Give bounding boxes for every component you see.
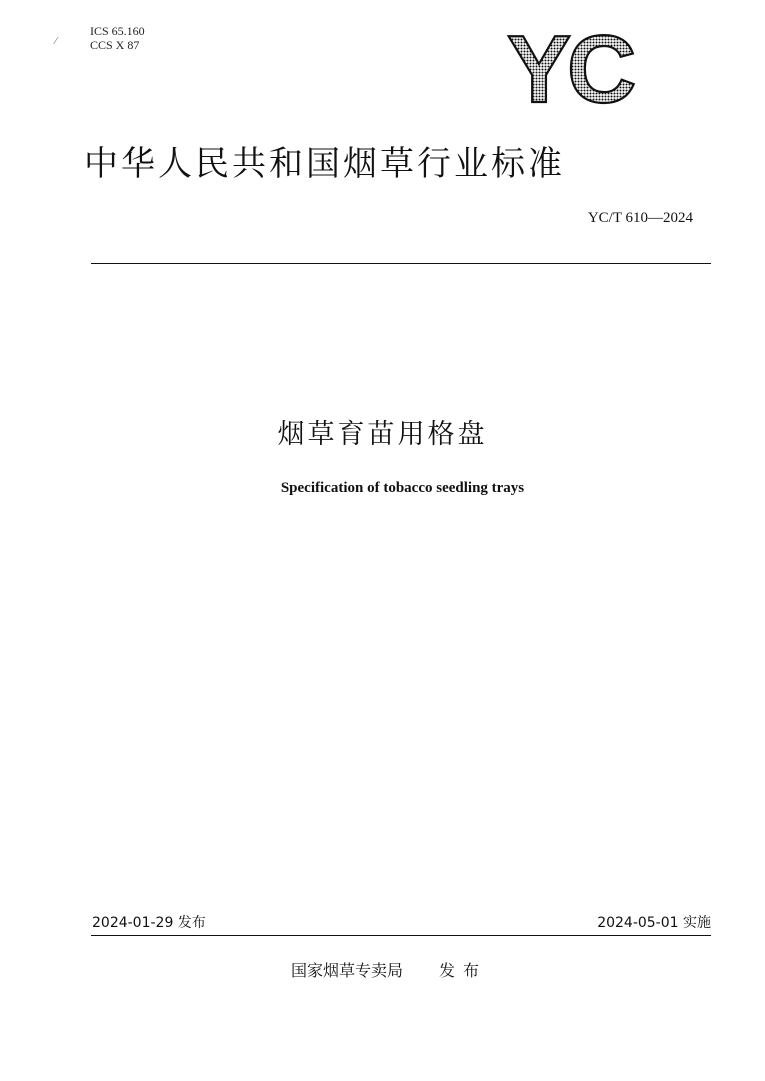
top-divider: [91, 263, 711, 264]
standard-category-title: 中华人民共和国烟草行业标准: [84, 144, 565, 184]
yc-logo: [505, 26, 655, 108]
document-title-cn: 烟草育苗用格盘: [277, 419, 488, 450]
classification-codes: [90, 24, 145, 52]
publisher-name: 国家烟草专卖局: [291, 961, 404, 980]
bottom-divider: [91, 935, 711, 936]
logo-text: YC: [507, 26, 633, 108]
publisher-line: [291, 958, 487, 981]
standard-number: YC/T 610—2024: [587, 210, 693, 226]
implementation-date: 2024-05-01 实施: [597, 915, 711, 931]
document-title-en: Specification of tobacco seedling trays: [280, 480, 525, 496]
publisher-action: 发布: [439, 961, 488, 980]
stray-mark: ⁄: [55, 36, 57, 47]
ccs-code: CCS X 87: [90, 38, 140, 52]
ics-code: ICS 65.160: [90, 24, 145, 38]
issue-date: 2024-01-29 发布: [92, 915, 206, 931]
